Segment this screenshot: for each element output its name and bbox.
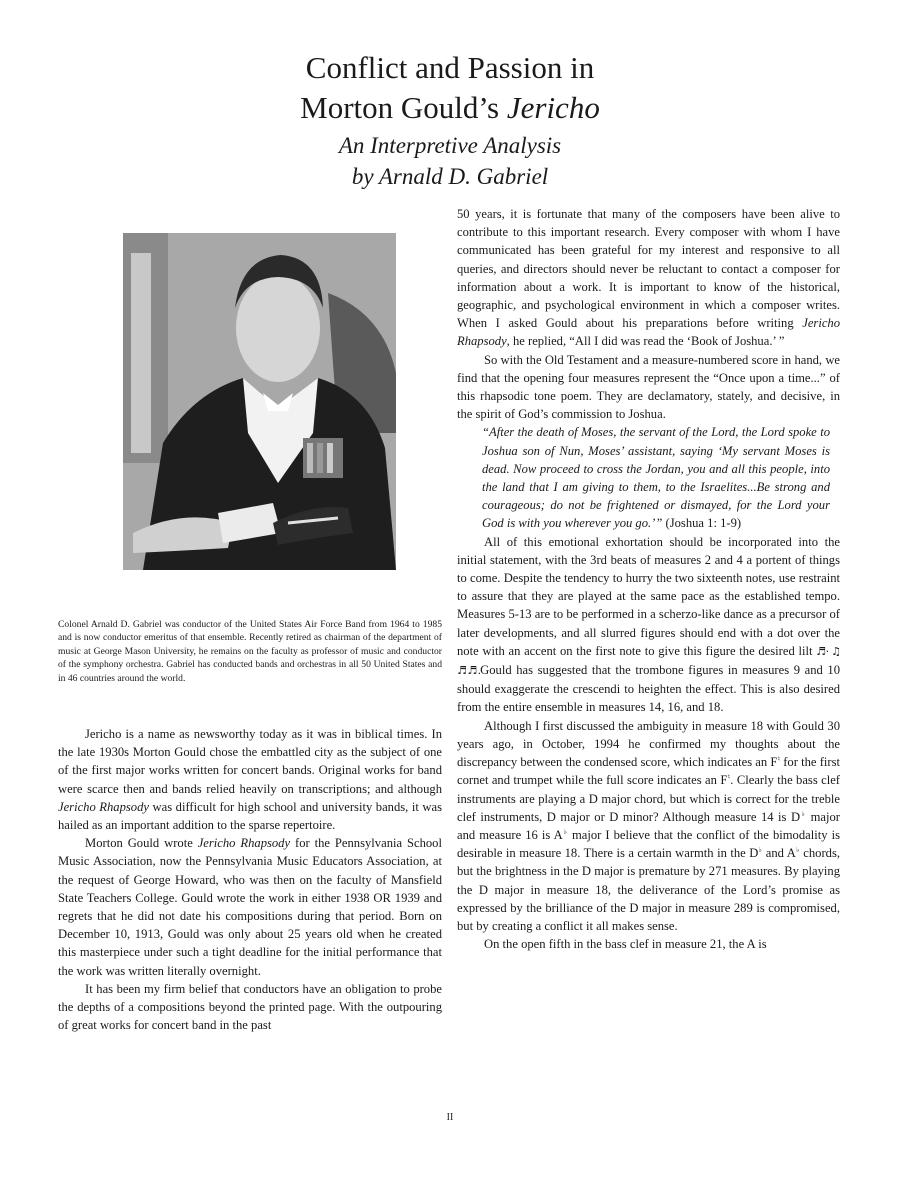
article-title-line-2 bbox=[0, 88, 900, 128]
paragraph-text: Gould has suggested that the trombone figures in measures 9 and 10 should exaggerate the crescendi to heighten the effect. This is also desired from the entire ensemble in measures 14, 16, and 18. bbox=[457, 663, 840, 715]
paragraph-text: . Clearly the bass clef instruments are playing a D major chord, but which is correct for the treble clef instruments, D major or D minor? Although measure 14 is D bbox=[457, 773, 840, 824]
accidental: ♮ bbox=[727, 773, 731, 782]
title-italic-work: Jericho bbox=[506, 90, 600, 125]
article-header bbox=[0, 48, 900, 192]
paragraph-text: Morton Gould wrote bbox=[85, 836, 198, 851]
paragraph-text: major I believe that the conflict of the bimodality is desirable in measure 18. There is a certain warmth in the D bbox=[457, 827, 840, 861]
body-column-right bbox=[457, 205, 840, 953]
paragraph-text: for the Pennsylvania School Music Association, now the Pennsylvania Music Educators Association, at the request of George Howard, who was then on the faculty of Mansfield State Teachers College. Gould wrote the work in either 1938 OR 1939 and regrets that he did not date his compositions during that period. Born on December 10, 1913, Gould was only about 25 years old when he created this masterpiece under such a tight deadline for the initial performance that the work was written literally overnight. bbox=[58, 836, 442, 978]
paragraph bbox=[58, 834, 442, 980]
paragraph-text: major and measure 16 is A bbox=[457, 809, 840, 842]
paragraph bbox=[457, 717, 840, 935]
portrait-illustration bbox=[123, 233, 396, 570]
paragraph-text: All of this emotional exhortation should be incorporated into the initial statement, with the 3rd beats of measures 2 and 4 a portent of things to come. Despite the tendency to hurry the two sixteenth notes, use restraint to assure that they are played at the same pace as the established tempo. Measures 5-13 are to be performed in a scherzo-like dance as a precursor of later developments, and all slurred figures should end with a dot over the note with an accent on the first note to give this figure the desired lilt bbox=[457, 534, 840, 658]
article-subtitle: An Interpretive Analysis bbox=[338, 133, 562, 158]
quote-reference: (Joshua 1: 1-9) bbox=[662, 516, 742, 531]
paragraph bbox=[457, 533, 840, 717]
work-title: Jericho Rhapsody bbox=[58, 799, 149, 814]
body-column-left bbox=[58, 725, 442, 1034]
page-number: II bbox=[446, 1112, 454, 1123]
paragraph-text: , he replied, “All I did was read the ‘Book of Joshua.’ ” bbox=[506, 334, 785, 349]
accidental: ♭ bbox=[758, 845, 763, 854]
accidental: ♮ bbox=[777, 754, 781, 763]
paragraph: It has been my firm belief that conductors have an obligation to probe the depths of a compositions beyond the printed page. With the outpouring of great works for concert band in the past bbox=[58, 981, 442, 1033]
music-notation-figure: ♬· ♫ ♬♬. bbox=[457, 644, 841, 678]
paragraph-text: 50 years, it is fortunate that many of the composers have been alive to contribute to this important research. Every composer with whom I have communicated has been grateful for my interest and responsive to all queries, and directors should never be reluctant to contact a composer for information about a work. It is important to know of the historical, geographic, and psychological environment in which a composer writes. When I asked Gould about his preparations before writing bbox=[457, 207, 840, 331]
title-prefix: Morton Gould’s bbox=[300, 90, 507, 125]
paragraph: So with the Old Testament and a measure-numbered score in hand, we find that the opening four measures represent the “Once upon a time...” of this rhapsodic tone poem. They are declamatory, stately, and decisive, in the spirit of God’s commission to Joshua. bbox=[457, 352, 840, 422]
paragraph bbox=[58, 725, 442, 834]
photo-caption: Colonel Arnald D. Gabriel was conductor of the United States Air Force Band from 1964 to 1985 and is now conductor emeritus of that ensemble. Recently retired as chairman of the department of music at George Mason University, he remains on the faculty as professor of music and conductor of the symphony orchestra. Gabriel has conducted bands and orchestras in all 50 United States and in 46 countries around the world. bbox=[58, 619, 442, 684]
scripture-quote bbox=[457, 423, 840, 532]
paragraph-text: and A bbox=[762, 846, 796, 861]
article-title-line-1: Conflict and Passion in bbox=[305, 50, 595, 85]
paragraph: On the open fifth in the bass clef in measure 21, the A is bbox=[484, 937, 767, 952]
author-portrait-photo bbox=[123, 233, 396, 570]
article-byline: by Arnald D. Gabriel bbox=[351, 164, 549, 189]
paragraph-text: was difficult for high school and university bands, it was hailed as an important addition to the sparse repertoire. bbox=[58, 799, 442, 833]
work-title: Jericho Rhapsody bbox=[457, 316, 840, 349]
accidental: ♭ bbox=[800, 809, 807, 818]
paragraph bbox=[457, 205, 840, 351]
work-title: Jericho Rhapsody bbox=[197, 836, 291, 851]
quote-text: “After the death of Moses, the servant of the Lord, the Lord spoke to Joshua son of Nun, Moses’ assistant, saying ‘My servant Moses is dead. Now proceed to cross the Jordan, you and all this people, into the land that I am giving to them, to the Israelites...Be strong and courageous; do not be frightened or dismayed, for the Lord your God is with you wherever you go.’” bbox=[482, 425, 830, 531]
accidental: ♭ bbox=[795, 845, 800, 854]
paragraph-text: Jericho is a name as newsworthy today as it was in biblical times. In the late 1930s Morton Gould chose the embattled city as the subject of one of the first major works written for concert bands. Original works for band were scarce then and bands relied heavily on transcriptions; and although bbox=[58, 727, 442, 796]
paragraph-text: for the first cornet and trumpet while the full score indicates an F bbox=[457, 755, 840, 788]
accidental: ♭ bbox=[562, 827, 568, 836]
paragraph-text: Although I first discussed the ambiguity in measure 18 with Gould 30 years ago, in October, 1994 he confirmed my thoughts about the discrepancy between the condensed score, which indicates an F bbox=[457, 718, 840, 770]
paragraph-text: chords, but the brightness in the D major is premature by 271 measures. By playing the D major in measure 18, the deliverance of the Lord’s promise as expressed by the brilliance of the D major in measure 289 is compromised, but by creating a conflict it all makes sense. bbox=[457, 846, 840, 933]
